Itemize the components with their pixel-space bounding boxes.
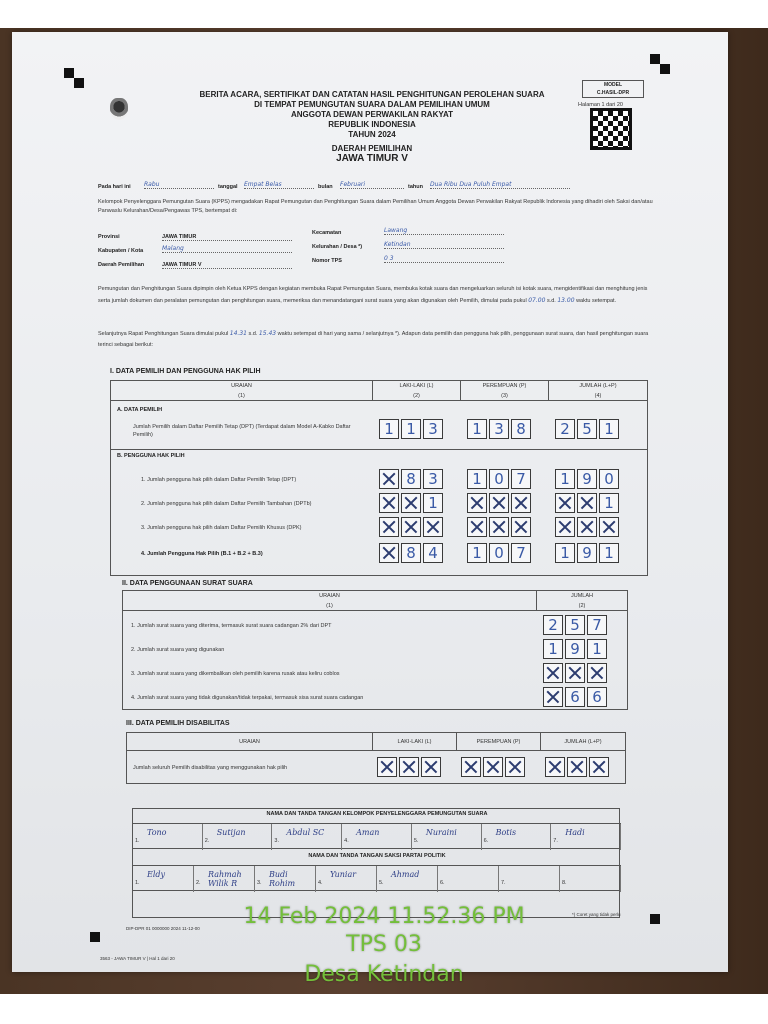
crossed-digit-box — [377, 757, 397, 777]
signature-number: 7. — [501, 880, 506, 886]
registration-mark — [650, 54, 660, 64]
digit-box: 1 — [467, 543, 487, 563]
digit-box: 1 — [587, 639, 607, 659]
header-line5: TAHUN 2024 — [348, 130, 396, 139]
s2-r4-label: 4. Jumlah surat suara yang tidak digunakan/tidak terpakai, termasuk sisa surat suara cadangan — [131, 695, 364, 701]
digit-box: 3 — [423, 469, 443, 489]
crossed-digit-box — [401, 517, 421, 537]
bottom-strip — [0, 994, 768, 1024]
tps-value: 0 3 — [384, 255, 504, 263]
s1-a-p-boxes — [467, 419, 533, 439]
paragraph-2-tail: waktu setempat di hari yang sama / selanjutnya *). Adapun data pemilih dan pengguna hak pilih, penggunaan surat suara, dan hasil penghitungan suara terinci sebagai berikut: — [98, 331, 649, 348]
signature-number: 1. — [135, 838, 140, 844]
kelurahan-value: Ketindan — [384, 241, 504, 249]
signature-cell — [560, 866, 621, 892]
digit-box: 8 — [401, 469, 421, 489]
digit-box: 0 — [489, 469, 509, 489]
s1-col-perempuan-text: PEREMPUAN (P) — [482, 383, 527, 389]
signature-cell — [412, 824, 482, 850]
crossed-digit-box — [555, 493, 575, 513]
crossed-digit-box — [565, 663, 585, 683]
s2-r3-label: 3. Jumlah surat suara yang dikembalikan oleh pemilih karena rusak atau keliru coblos — [131, 671, 340, 677]
s2-r3-boxes — [543, 663, 609, 683]
header-line2: DI TEMPAT PEMUNGUTAN SUARA DALAM PEMILIHAN UMUM — [254, 100, 490, 109]
s1-col-n4: (4) — [594, 393, 602, 399]
kpps-signature-row — [133, 823, 621, 849]
section3-table — [126, 732, 626, 784]
s1-b2-j-boxes — [555, 493, 621, 513]
signature-block — [132, 808, 620, 918]
sd-label: s.d. — [546, 298, 556, 304]
s3-col-uraian: URAIAN — [127, 733, 373, 751]
signature-name: Nuraini — [425, 828, 457, 837]
crossed-digit-box — [421, 757, 441, 777]
s1-a-row-label: Jumlah Pemilih dalam Daftar Pemilih Tetap (DPT) (Terdapat dalam Model A-Kabko Daftar Pemilih) — [133, 424, 351, 438]
digit-box: 1 — [599, 493, 619, 513]
digit-box: 9 — [577, 469, 597, 489]
signature-name: Yuniar — [330, 870, 357, 879]
signature-name: Ahmad — [391, 870, 420, 879]
crossed-digit-box — [543, 687, 563, 707]
signature-cell — [499, 866, 560, 892]
paragraph-1 — [98, 284, 658, 307]
digit-box: 1 — [401, 419, 421, 439]
crossed-digit-box — [505, 757, 525, 777]
kecamatan-label: Kecamatan — [312, 230, 342, 236]
digit-box: 7 — [587, 615, 607, 635]
digit-box: 1 — [467, 469, 487, 489]
s1-b3-p-boxes — [467, 517, 533, 537]
s2-r4-boxes — [543, 687, 609, 707]
signature-name: Eldy — [147, 870, 166, 879]
digit-box: 1 — [555, 543, 575, 563]
digit-box: 3 — [423, 419, 443, 439]
s1-b3-label: 3. Jumlah pengguna hak pilih dalam Daftar Pemilih Khusus (DPK) — [141, 525, 302, 531]
kpu-logo — [110, 98, 128, 120]
bulan-value: Februari — [340, 181, 404, 189]
signature-cell — [551, 824, 621, 850]
s1-col-uraian-text: URAIAN — [231, 383, 252, 389]
kpps-title: NAMA DAN TANDA TANGAN KELOMPOK PENYELENGGARA PEMUNGUTAN SUARA — [266, 811, 488, 817]
footer-right: *) Coret yang tidak perlu — [572, 912, 621, 917]
signature-name: Tono — [147, 828, 167, 837]
crossed-digit-box — [379, 493, 399, 513]
digit-box: 4 — [423, 543, 443, 563]
header-line4: REPUBLIK INDONESIA — [328, 120, 416, 129]
kabkota-value: Malang — [162, 245, 292, 253]
signature-name: Aman — [356, 828, 380, 837]
tahun-value: Dua Ribu Dua Puluh Empat — [430, 181, 570, 189]
s2-col-uraian — [123, 591, 537, 611]
signature-number: 5. — [379, 880, 384, 886]
digit-box: 7 — [511, 543, 531, 563]
signature-cell — [133, 866, 194, 892]
digit-box: 1 — [379, 419, 399, 439]
s1-b1-l-boxes — [379, 469, 445, 489]
crossed-digit-box — [599, 517, 619, 537]
crossed-digit-box — [461, 757, 481, 777]
s2-r1-label: 1. Jumlah surat suara yang diterima, termasuk surat suara cadangan 2% dari DPT — [131, 623, 332, 629]
crossed-digit-box — [587, 663, 607, 683]
crossed-digit-box — [483, 757, 503, 777]
s3-col-jumlah: JUMLAH (L+P) — [541, 733, 625, 751]
s2-r2-boxes — [543, 639, 609, 659]
digit-box: 1 — [599, 543, 619, 563]
time-end: 13.00 — [557, 297, 575, 304]
s3-row-label: Jumlah seluruh Pemilih disabilitas yang menggunakan hak pilih — [133, 765, 288, 771]
crossed-digit-box — [545, 757, 565, 777]
signature-name: Abdul SC — [286, 828, 325, 837]
s1-b-title: B. PENGGUNA HAK PILIH — [117, 453, 185, 459]
registration-mark — [660, 64, 670, 74]
digit-box: 8 — [511, 419, 531, 439]
daerah-label: DAERAH PEMILIHAN — [331, 144, 413, 153]
crossed-digit-box — [401, 493, 421, 513]
header-line3: ANGGOTA DEWAN PERWAKILAN RAKYAT — [290, 110, 454, 119]
signature-name: Rahmah Wilik R — [208, 870, 242, 888]
model-code: C.HASIL-DPR — [596, 90, 630, 96]
digit-box: 1 — [467, 419, 487, 439]
signature-number: 4. — [318, 880, 323, 886]
crossed-digit-box — [577, 493, 597, 513]
signature-name: Sutijan — [216, 828, 246, 837]
s1-col-laki-text: LAKI-LAKI (L) — [399, 383, 434, 389]
signature-cell — [316, 866, 377, 892]
model-box — [582, 80, 644, 98]
s1-b4-l-boxes — [379, 543, 445, 563]
s1-a-title: A. DATA PEMILIH — [117, 407, 163, 413]
crossed-digit-box — [511, 493, 531, 513]
time2-start: 14.31 — [229, 330, 247, 337]
signature-number: 8. — [562, 880, 567, 886]
s3-p-boxes — [461, 757, 527, 777]
digit-box: 1 — [423, 493, 443, 513]
digit-box: 9 — [577, 543, 597, 563]
crossed-digit-box — [467, 517, 487, 537]
timestamp-datetime: 14 Feb 2024 11.52.36 PM — [243, 904, 525, 929]
timestamp-location: Desa Ketindan — [304, 962, 464, 987]
crossed-digit-box — [489, 517, 509, 537]
waktu-setempat: waktu setempat. — [576, 298, 617, 304]
s2-r2-label: 2. Jumlah surat suara yang digunakan — [131, 647, 225, 653]
crossed-digit-box — [489, 493, 509, 513]
tahun-label: tahun — [408, 184, 423, 190]
crossed-digit-box — [589, 757, 609, 777]
time2-end: 15.43 — [258, 330, 277, 337]
crossed-digit-box — [467, 493, 487, 513]
signature-number: 4. — [344, 838, 349, 844]
form-sheet — [12, 32, 728, 972]
crossed-digit-box — [577, 517, 597, 537]
s3-col-perempuan: PEREMPUAN (P) — [457, 733, 541, 751]
digit-box: 0 — [489, 543, 509, 563]
signature-number: 6. — [483, 838, 489, 844]
s1-b4-j-boxes — [555, 543, 621, 563]
s1-a-j-boxes — [555, 419, 621, 439]
digit-box: 5 — [577, 419, 597, 439]
kabkota-label: Kabupaten / Kota — [98, 248, 144, 254]
timestamp-tps: TPS 03 — [346, 932, 422, 957]
s1-col-n1: (1) — [238, 393, 245, 399]
saksi-signature-row — [133, 865, 621, 891]
section3-title: III. DATA PEMILIH DISABILITAS — [126, 720, 230, 727]
provinsi-label: Provinsi — [98, 234, 120, 240]
signature-cell — [194, 866, 255, 892]
model-label: MODEL — [603, 82, 623, 88]
digit-box: 2 — [543, 615, 563, 635]
crossed-digit-box — [399, 757, 419, 777]
s1-b2-p-boxes — [467, 493, 533, 513]
signature-cell — [272, 824, 342, 850]
digit-box: 3 — [489, 419, 509, 439]
kelurahan-label: Kelurahan / Desa *) — [312, 244, 363, 250]
crossed-digit-box — [423, 517, 443, 537]
digit-box: 6 — [587, 687, 607, 707]
crossed-digit-box — [555, 517, 575, 537]
digit-box: 1 — [555, 469, 575, 489]
signature-number: 2. — [196, 880, 201, 886]
provinsi-value: JAWA TIMUR — [162, 234, 292, 241]
s2-col-n2: (2) — [578, 603, 586, 609]
s1-b2-l-boxes — [379, 493, 445, 513]
signature-number: 5. — [413, 838, 419, 844]
s1-b3-j-boxes — [555, 517, 621, 537]
section1-table — [110, 380, 648, 576]
signature-name: Hadi — [565, 828, 585, 837]
signature-cell — [342, 824, 412, 850]
s1-col-perempuan — [461, 381, 549, 401]
signature-number: 7. — [553, 838, 558, 844]
crossed-digit-box — [379, 469, 399, 489]
s2-col-jumlah — [537, 591, 627, 611]
s2-col-jumlah-text: JUMLAH — [570, 593, 593, 599]
intro-text: Kelompok Penyelenggara Pemungutan Suara (KPPS) mengadakan Rapat Pemungutan dan Penghitungan Suara dalam Pemilihan Umum Anggota Dewan Perwakilan Rakyat Republik Indonesia yang dihadiri oleh Saksi dan/atau Panwaslu Kelurahan/Desa/Pengawas TPS, bertempat di: — [98, 199, 653, 214]
photo-background — [0, 28, 768, 994]
signature-cell — [133, 824, 203, 850]
digit-box: 9 — [565, 639, 585, 659]
digit-box: 0 — [599, 469, 619, 489]
s1-b1-p-boxes — [467, 469, 533, 489]
header-line1: BERITA ACARA, SERTIFIKAT DAN CATATAN HASIL PENGHITUNGAN PEROLEHAN SUARA — [199, 90, 545, 99]
s1-b1-j-boxes — [555, 469, 621, 489]
digit-box: 1 — [543, 639, 563, 659]
signature-name: Botis — [495, 828, 517, 837]
s1-b4-p-boxes — [467, 543, 533, 563]
pada-hari-label: Pada hari ini — [98, 184, 131, 190]
s1-col-uraian — [111, 381, 373, 401]
bulan-label: bulan — [318, 184, 333, 190]
crossed-digit-box — [567, 757, 587, 777]
time-start: 07.00 — [528, 297, 546, 304]
signature-number: 3. — [257, 880, 262, 886]
digit-box: 8 — [401, 543, 421, 563]
dapil-label: Daerah Pemilihan — [98, 262, 145, 268]
section2-table — [122, 590, 628, 710]
section2-title: II. DATA PENGGUNAAN SURAT SUARA — [122, 580, 253, 587]
tanggal-value: Empat Belas — [244, 181, 314, 189]
s3-l-boxes — [377, 757, 443, 777]
dapil-value: JAWA TIMUR V — [162, 262, 292, 269]
signature-cell — [255, 866, 316, 892]
signature-cell — [438, 866, 499, 892]
crossed-digit-box — [543, 663, 563, 683]
s1-a-l-boxes — [379, 419, 445, 439]
signature-number: 1. — [135, 880, 140, 886]
paragraph-1-text: Pemungutan dan Penghitungan Suara dipimpin oleh Ketua KPPS dengan kegiatan membuka Rapat Pemungutan Suara, membuka kotak suara dan mengeluarkan seluruh isi kotak suara, mengidentifikasi dan menghitung jenis serta jumlah dokumen dan peralatan pemungutan dan penghitungan suara, memeriksa dan menandatangani surat suara yang akan digunakan oleh Pemilih, dimulai pada pukul — [98, 286, 648, 304]
daerah-value: JAWA TIMUR V — [336, 153, 408, 164]
hari-value: Rabu — [144, 181, 214, 189]
signature-name: Budi Rohim — [269, 870, 296, 888]
digit-box: 7 — [511, 469, 531, 489]
qr-code — [590, 108, 632, 150]
registration-mark — [64, 68, 74, 78]
signature-number: 2. — [204, 838, 210, 844]
s3-j-boxes — [545, 757, 611, 777]
s2-col-n1: (1) — [326, 603, 333, 609]
page-indicator: Halaman 1 dari 20 — [578, 102, 623, 108]
saksi-title: NAMA DAN TANDA TANGAN SAKSI PARTAI POLITIK — [308, 853, 446, 859]
crossed-digit-box — [379, 517, 399, 537]
footer-note: DIP-DPR 01 0000000 2024 11-12-00 — [126, 926, 200, 931]
s1-col-jumlah-text: JUMLAH (L+P) — [579, 383, 617, 389]
s1-b1-label: 1. Jumlah pengguna hak pilih dalam Daftar Pemilih Tetap (DPT) — [141, 477, 297, 483]
sd-label-2: s.d. — [248, 331, 258, 337]
s2-col-uraian-text: URAIAN — [319, 593, 340, 599]
crossed-digit-box — [379, 543, 399, 563]
digit-box: 1 — [599, 419, 619, 439]
signature-number: 6. — [440, 880, 445, 886]
s1-b2-label: 2. Jumlah pengguna hak pilih dalam Daftar Pemilih Tambahan (DPTb) — [141, 501, 312, 507]
kecamatan-value: Lawang — [384, 227, 504, 235]
tanggal-label: tanggal — [218, 184, 238, 190]
tps-label: Nomor TPS — [312, 258, 342, 264]
paragraph-2 — [98, 328, 658, 351]
digit-box: 6 — [565, 687, 585, 707]
digit-box: 5 — [565, 615, 585, 635]
s3-col-laki: LAKI-LAKI (L) — [373, 733, 457, 751]
crossed-digit-box — [511, 517, 531, 537]
s1-col-n3: (3) — [501, 393, 508, 399]
s1-b4-label: 4. Jumlah Pengguna Hak Pilih (B.1 + B.2 + B.3) — [141, 551, 263, 557]
paragraph-2-text: Selanjutnya Rapat Penghitungan Suara dimulai pukul — [98, 331, 229, 337]
s1-col-n2: (2) — [413, 393, 420, 399]
signature-cell — [203, 824, 273, 850]
page-footer: 3563 - JAWA TIMUR V | Hal 1 dari 20 — [100, 956, 175, 961]
s2-r1-boxes — [543, 615, 609, 635]
signature-cell — [377, 866, 438, 892]
s1-b3-l-boxes — [379, 517, 445, 537]
digit-box: 2 — [555, 419, 575, 439]
registration-mark — [74, 78, 84, 88]
signature-number: 3. — [274, 838, 280, 844]
s1-col-jumlah — [549, 381, 647, 401]
s1-col-laki — [373, 381, 461, 401]
section1-title: I. DATA PEMILIH DAN PENGGUNA HAK PILIH — [110, 368, 261, 375]
s1-divider — [111, 449, 647, 450]
signature-cell — [482, 824, 552, 850]
